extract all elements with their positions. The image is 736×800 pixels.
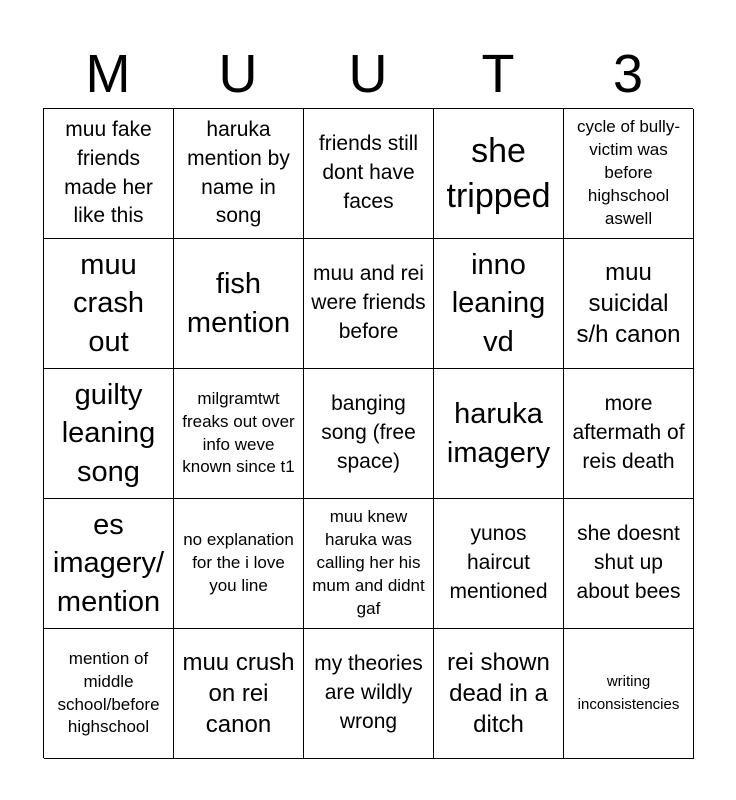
- bingo-cell[interactable]: haruka imagery: [434, 369, 564, 499]
- bingo-header: [43, 40, 693, 108]
- bingo-cell[interactable]: muu suicidal s/h canon: [564, 239, 694, 369]
- bingo-cell[interactable]: muu crash out: [44, 239, 174, 369]
- bingo-cell[interactable]: my theories are wildly wrong: [304, 629, 434, 759]
- header-letter-1: M: [85, 44, 131, 104]
- bingo-cell[interactable]: muu knew haruka was calling her his mum and didnt gaf: [304, 499, 434, 629]
- bingo-cell[interactable]: writing inconsistencies: [564, 629, 694, 759]
- bingo-cell[interactable]: friends still dont have faces: [304, 109, 434, 239]
- bingo-cell[interactable]: inno leaning vd: [434, 239, 564, 369]
- bingo-cell[interactable]: fish mention: [174, 239, 304, 369]
- bingo-cell[interactable]: milgramtwt freaks out over info weve known since t1: [174, 369, 304, 499]
- bingo-cell[interactable]: haruka mention by name in song: [174, 109, 304, 239]
- bingo-cell[interactable]: muu and rei were friends before: [304, 239, 434, 369]
- header-letter-4: T: [481, 44, 515, 104]
- bingo-cell[interactable]: mention of middle school/before highschool: [44, 629, 174, 759]
- bingo-cell[interactable]: she tripped: [434, 109, 564, 239]
- header-letter-5: 3: [612, 44, 644, 104]
- bingo-cell[interactable]: muu crush on rei canon: [174, 629, 304, 759]
- bingo-cell[interactable]: she doesnt shut up about bees: [564, 499, 694, 629]
- bingo-cell[interactable]: banging song (free space): [304, 369, 434, 499]
- bingo-cell[interactable]: rei shown dead in a ditch: [434, 629, 564, 759]
- bingo-cell[interactable]: muu fake friends made her like this: [44, 109, 174, 239]
- bingo-cell[interactable]: cycle of bully-victim was before highschool aswell: [564, 109, 694, 239]
- bingo-cell[interactable]: more aftermath of reis death: [564, 369, 694, 499]
- header-letter-2: U: [218, 44, 258, 104]
- bingo-cell[interactable]: yunos haircut mentioned: [434, 499, 564, 629]
- bingo-board: [43, 108, 693, 758]
- header-letter-3: U: [348, 44, 388, 104]
- bingo-cell[interactable]: no explanation for the i love you line: [174, 499, 304, 629]
- bingo-cell[interactable]: es imagery/ mention: [44, 499, 174, 629]
- bingo-cell[interactable]: guilty leaning song: [44, 369, 174, 499]
